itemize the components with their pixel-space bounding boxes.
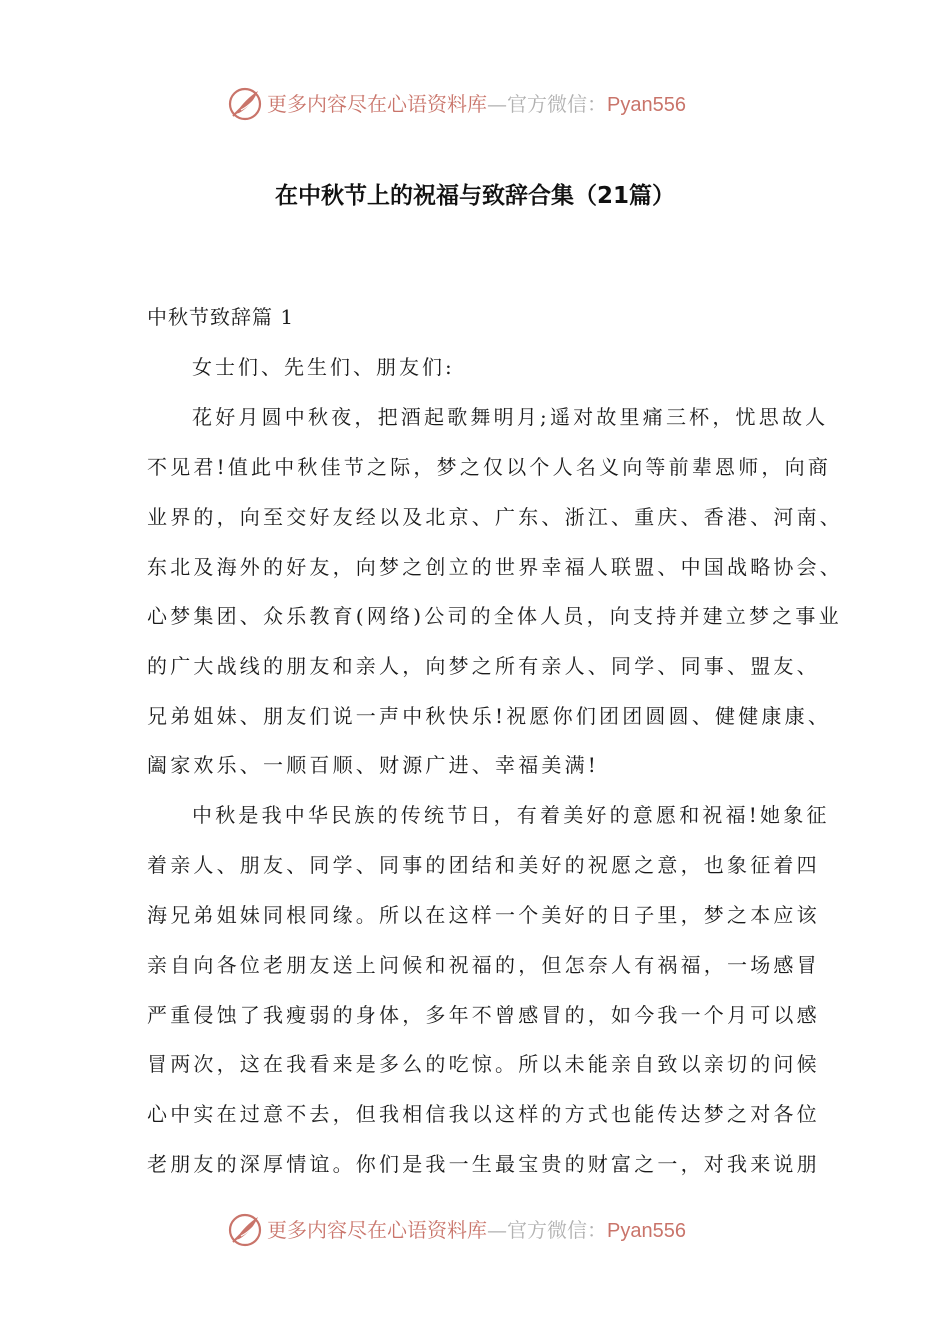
body-line: 阖家欢乐、一顺百顺、财源广进、幸福美满! — [147, 753, 600, 777]
banner-wechat-id: Pyan556 — [607, 94, 686, 116]
greeting-line: 女士们、先生们、朋友们: — [192, 355, 455, 379]
header-banner-text — [267, 90, 686, 119]
body-line: 严重侵蚀了我瘦弱的身体，多年不曾感冒的，如今我一个月可以感 — [147, 1003, 820, 1027]
body-line: 中秋是我中华民族的传统节日，有着美好的意愿和祝福!她象征 — [192, 803, 830, 827]
header-banner — [0, 84, 950, 124]
banner-main-text: 更多内容尽在心语资料库 — [267, 92, 487, 116]
body-line: 花好月圆中秋夜，把酒起歌舞明月;遥对故里痛三杯，忧思故人 — [192, 405, 829, 429]
banner-main-text: 更多内容尽在心语资料库 — [267, 1218, 487, 1242]
quill-logo-icon — [227, 86, 263, 122]
banner-sub-text: 官方微信： — [507, 1218, 607, 1242]
body-line: 心梦集团、众乐教育(网络)公司的全体人员，向支持并建立梦之事业 — [147, 604, 842, 628]
banner-dash: — — [487, 92, 507, 116]
body-line: 着亲人、朋友、同学、同事的团结和美好的祝愿之意，也象征着四 — [147, 853, 820, 877]
body-line: 不见君!值此中秋佳节之际，梦之仅以个人名义向等前辈恩师，向商 — [147, 455, 832, 479]
footer-banner — [0, 1210, 950, 1250]
document-title: 在中秋节上的祝福与致辞合集（21篇） — [274, 183, 675, 209]
footer-banner-text — [267, 1216, 686, 1245]
body-line: 心中实在过意不去，但我相信我以这样的方式也能传达梦之对各位 — [147, 1102, 820, 1126]
quill-logo-icon — [227, 1212, 263, 1248]
body-line: 老朋友的深厚情谊。你们是我一生最宝贵的财富之一，对我来说朋 — [147, 1152, 820, 1176]
banner-sub-text: 官方微信： — [507, 92, 607, 116]
body-line: 的广大战线的朋友和亲人，向梦之所有亲人、同学、同事、盟友、 — [147, 654, 820, 678]
body-line: 亲自向各位老朋友送上问候和祝福的，但怎奈人有祸福，一场感冒 — [147, 953, 820, 977]
body-line: 业界的，向至交好友经以及北京、广东、浙江、重庆、香港、河南、 — [147, 505, 843, 529]
section-heading: 中秋节致辞篇 1 — [147, 305, 295, 329]
banner-dash: — — [487, 1218, 507, 1242]
banner-wechat-id: Pyan556 — [607, 1220, 686, 1242]
body-line: 海兄弟姐妹同根同缘。所以在这样一个美好的日子里，梦之本应该 — [147, 903, 820, 927]
body-line: 兄弟姐妹、朋友们说一声中秋快乐!祝愿你们团团圆圆、健健康康、 — [147, 704, 832, 728]
body-line: 东北及海外的好友，向梦之创立的世界幸福人联盟、中国战略协会、 — [147, 555, 843, 579]
body-line: 冒两次，这在我看来是多么的吃惊。所以未能亲自致以亲切的问候 — [147, 1052, 820, 1076]
